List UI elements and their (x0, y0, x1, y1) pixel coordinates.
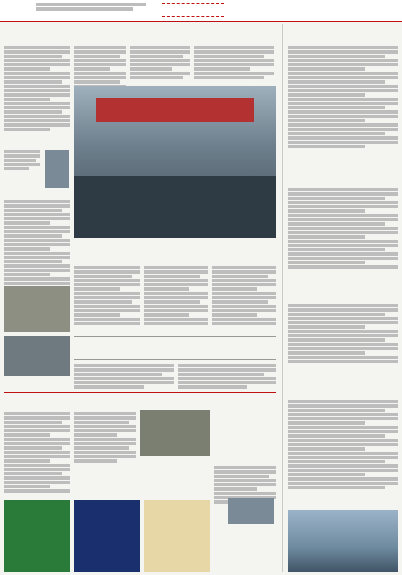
story2-col3 (212, 266, 276, 326)
story3-col1 (74, 364, 174, 390)
crowd (74, 176, 276, 238)
lead-photo (74, 86, 276, 238)
masthead-meta-left (36, 3, 146, 13)
column-portrait (45, 150, 69, 188)
story4-photo (140, 410, 210, 456)
story2-col2 (144, 266, 208, 326)
ad1-text (4, 500, 70, 528)
story4-col2 (74, 412, 136, 464)
lead-body-col3 (130, 46, 190, 80)
divider (4, 392, 276, 393)
right-photo (288, 510, 398, 572)
right-body-3 (288, 304, 398, 364)
story5-photo (228, 498, 274, 524)
story3-photo (4, 336, 70, 376)
right-body-1 (288, 46, 398, 149)
ad2-text (74, 500, 140, 528)
ad-block-2 (74, 500, 140, 572)
ad-block-3 (144, 500, 210, 572)
lead-body-col1 (4, 46, 70, 132)
story4-col1 (4, 412, 70, 494)
story2-photo (4, 286, 70, 332)
ad3-text (144, 500, 210, 528)
masthead (0, 0, 402, 22)
lead-body-col4 (194, 46, 274, 80)
ad-block-1 (4, 500, 70, 572)
section-banner (162, 3, 224, 17)
right-body-4 (288, 400, 398, 490)
stage-banner (96, 98, 254, 122)
column-body-a (4, 150, 40, 171)
column-divider (282, 24, 283, 572)
right-body-2 (288, 188, 398, 270)
story3-col2 (178, 364, 276, 390)
story3-banner (74, 336, 276, 360)
story2-col1 (74, 266, 140, 326)
